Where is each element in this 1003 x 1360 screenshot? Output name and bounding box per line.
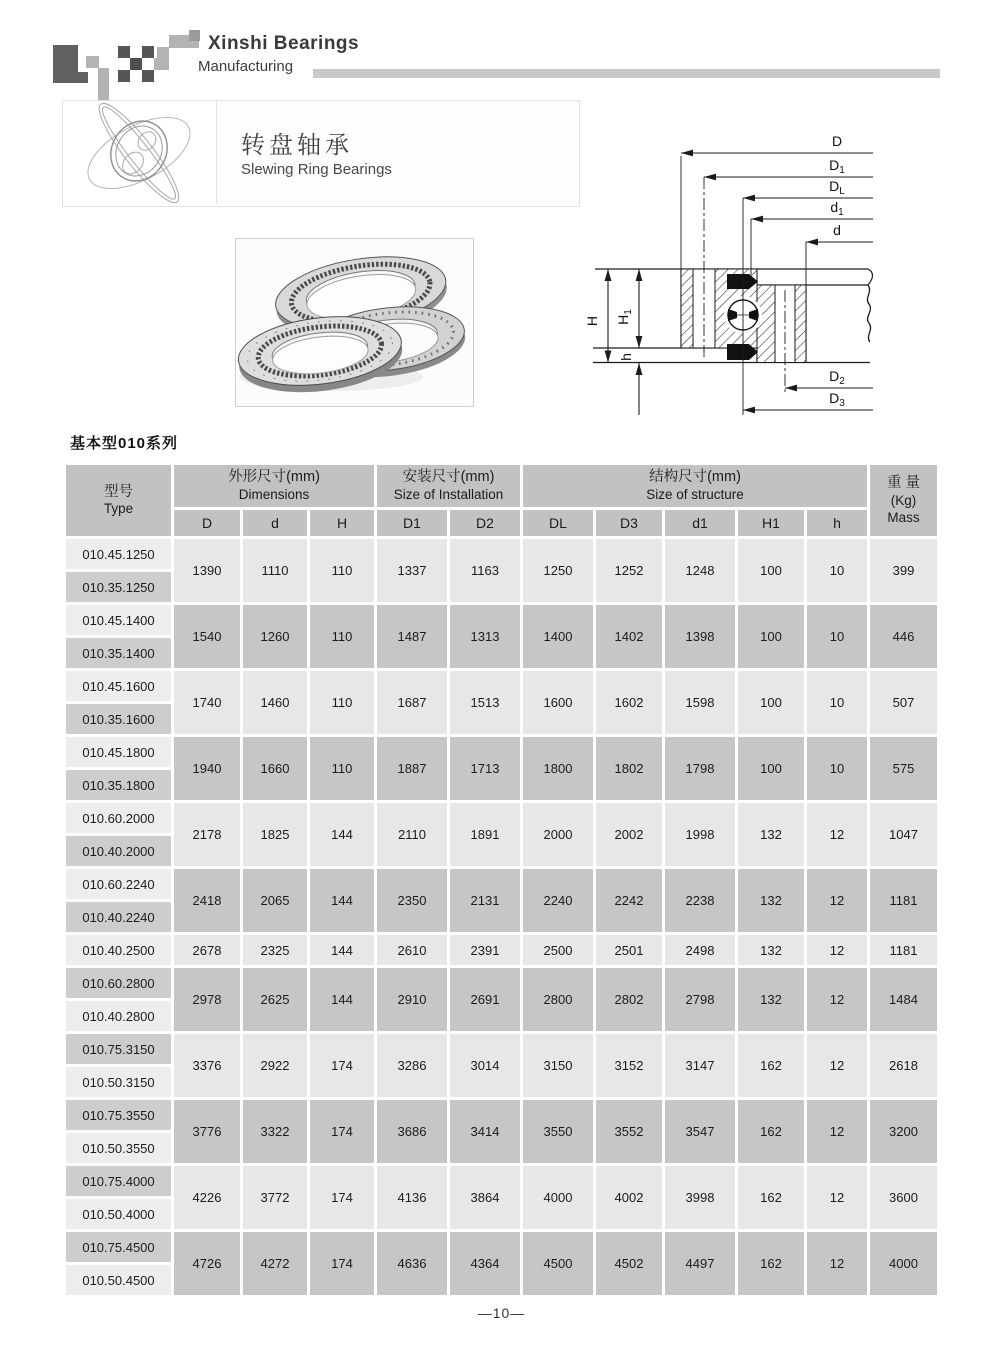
value-cell: 12	[807, 1034, 867, 1097]
col-header-H1: H1	[738, 510, 804, 536]
value-cell: 4502	[596, 1232, 662, 1295]
value-cell: 1998	[665, 803, 735, 866]
value-cell: 100	[738, 605, 804, 668]
value-cell: 2418	[174, 869, 240, 932]
value-cell: 12	[807, 935, 867, 965]
col-header-mass: 重 量 (Kg) Mass	[870, 465, 937, 536]
value-cell: 4497	[665, 1232, 735, 1295]
table-row	[66, 539, 937, 569]
value-cell: 3147	[665, 1034, 735, 1097]
value-cell: 12	[807, 968, 867, 1031]
value-cell: 110	[310, 605, 374, 668]
company-name: Xinshi Bearings	[208, 33, 360, 54]
value-cell: 1598	[665, 671, 735, 734]
value-cell: 4726	[174, 1232, 240, 1295]
value-cell: 2238	[665, 869, 735, 932]
value-cell: 1181	[870, 935, 937, 965]
value-cell: 1181	[870, 869, 937, 932]
value-cell: 1163	[450, 539, 520, 602]
value-cell: 1891	[450, 803, 520, 866]
value-cell: 399	[870, 539, 937, 602]
value-cell: 1513	[450, 671, 520, 734]
dim-label-D2: $D_2$	[829, 368, 845, 387]
table-row	[66, 935, 937, 965]
value-cell: 10	[807, 737, 867, 800]
type-cell: 010.60.2800	[66, 968, 171, 998]
value-cell: 4000	[870, 1232, 937, 1295]
value-cell: 1540	[174, 605, 240, 668]
value-cell: 2242	[596, 869, 662, 932]
dim-label-H: H	[584, 315, 600, 327]
value-cell: 144	[310, 869, 374, 932]
value-cell: 10	[807, 539, 867, 602]
col-group-dimensions: 外形尺寸(mm) Dimensions	[174, 465, 374, 507]
value-cell: 1660	[243, 737, 307, 800]
value-cell: 174	[310, 1232, 374, 1295]
value-cell: 1940	[174, 737, 240, 800]
col-header-D: D	[174, 510, 240, 536]
value-cell: 100	[738, 737, 804, 800]
value-cell: 162	[738, 1100, 804, 1163]
value-cell: 3550	[523, 1100, 593, 1163]
table-row	[66, 737, 937, 767]
value-cell: 1313	[450, 605, 520, 668]
type-cell: 010.75.4000	[66, 1166, 171, 1196]
value-cell: 2350	[377, 869, 447, 932]
type-cell: 010.50.3550	[66, 1133, 171, 1163]
value-cell: 4136	[377, 1166, 447, 1229]
col-header-D2: D2	[450, 510, 520, 536]
dim-label-d1: $d_1$	[830, 199, 844, 218]
technical-diagram	[575, 125, 990, 425]
value-cell: 3864	[450, 1166, 520, 1229]
product-sketch-box	[63, 101, 217, 204]
value-cell: 2325	[243, 935, 307, 965]
type-cell: 010.75.3550	[66, 1100, 171, 1130]
type-cell: 010.45.1250	[66, 539, 171, 569]
value-cell: 1740	[174, 671, 240, 734]
value-cell: 1110	[243, 539, 307, 602]
dim-label-D3: $D_3$	[829, 390, 845, 409]
table-row	[66, 1100, 937, 1130]
value-cell: 1602	[596, 671, 662, 734]
value-cell: 4226	[174, 1166, 240, 1229]
col-header-H: H	[310, 510, 374, 536]
value-cell: 2000	[523, 803, 593, 866]
value-cell: 3200	[870, 1100, 937, 1163]
value-cell: 1687	[377, 671, 447, 734]
type-cell: 010.40.2800	[66, 1001, 171, 1031]
section-title: 基本型010系列	[70, 435, 179, 452]
value-cell: 2910	[377, 968, 447, 1031]
value-cell: 1248	[665, 539, 735, 602]
product-title-zh: 转盘轴承	[241, 132, 353, 159]
value-cell: 1400	[523, 605, 593, 668]
table-row	[66, 1034, 937, 1064]
value-cell: 2618	[870, 1034, 937, 1097]
company-subtitle: Manufacturing	[198, 58, 294, 75]
type-cell: 010.60.2240	[66, 869, 171, 899]
value-cell: 3376	[174, 1034, 240, 1097]
spec-table	[63, 462, 940, 1298]
value-cell: 12	[807, 1100, 867, 1163]
value-cell: 132	[738, 968, 804, 1031]
value-cell: 174	[310, 1034, 374, 1097]
value-cell: 2800	[523, 968, 593, 1031]
value-cell: 2691	[450, 968, 520, 1031]
product-photo	[235, 238, 474, 407]
value-cell: 1402	[596, 605, 662, 668]
value-cell: 2240	[523, 869, 593, 932]
value-cell: 2501	[596, 935, 662, 965]
value-cell: 3686	[377, 1100, 447, 1163]
value-cell: 1800	[523, 737, 593, 800]
value-cell: 3286	[377, 1034, 447, 1097]
value-cell: 507	[870, 671, 937, 734]
type-cell: 010.75.4500	[66, 1232, 171, 1262]
value-cell: 3998	[665, 1166, 735, 1229]
dim-label-d: d	[833, 222, 841, 238]
value-cell: 4000	[523, 1166, 593, 1229]
value-cell: 4636	[377, 1232, 447, 1295]
value-cell: 1390	[174, 539, 240, 602]
value-cell: 2391	[450, 935, 520, 965]
table-row	[66, 968, 937, 998]
value-cell: 110	[310, 671, 374, 734]
value-cell: 2610	[377, 935, 447, 965]
type-cell: 010.40.2000	[66, 836, 171, 866]
value-cell: 3772	[243, 1166, 307, 1229]
value-cell: 4364	[450, 1232, 520, 1295]
value-cell: 2498	[665, 935, 735, 965]
type-cell: 010.50.4500	[66, 1265, 171, 1295]
type-cell: 010.75.3150	[66, 1034, 171, 1064]
value-cell: 3322	[243, 1100, 307, 1163]
dim-label-D1: $D_1$	[829, 157, 845, 176]
page-number: —10—	[477, 1305, 526, 1321]
value-cell: 3014	[450, 1034, 520, 1097]
type-cell: 010.40.2500	[66, 935, 171, 965]
value-cell: 2002	[596, 803, 662, 866]
col-header-D1: D1	[377, 510, 447, 536]
value-cell: 132	[738, 803, 804, 866]
value-cell: 3552	[596, 1100, 662, 1163]
value-cell: 162	[738, 1232, 804, 1295]
value-cell: 12	[807, 869, 867, 932]
value-cell: 446	[870, 605, 937, 668]
value-cell: 132	[738, 869, 804, 932]
value-cell: 174	[310, 1100, 374, 1163]
value-cell: 144	[310, 935, 374, 965]
col-group-installation: 安装尺寸(mm) Size of Installation	[377, 465, 520, 507]
value-cell: 575	[870, 737, 937, 800]
value-cell: 162	[738, 1166, 804, 1229]
value-cell: 132	[738, 935, 804, 965]
value-cell: 2500	[523, 935, 593, 965]
table-row	[66, 671, 937, 701]
value-cell: 2131	[450, 869, 520, 932]
type-cell: 010.35.1400	[66, 638, 171, 668]
value-cell: 2065	[243, 869, 307, 932]
type-cell: 010.45.1400	[66, 605, 171, 635]
value-cell: 2798	[665, 968, 735, 1031]
type-cell: 010.35.1250	[66, 572, 171, 602]
value-cell: 1250	[523, 539, 593, 602]
type-cell: 010.45.1800	[66, 737, 171, 767]
table-row	[66, 803, 937, 833]
value-cell: 1798	[665, 737, 735, 800]
value-cell: 10	[807, 605, 867, 668]
value-cell: 12	[807, 1166, 867, 1229]
dim-label-H1: $H_1$	[615, 309, 634, 325]
spec-table-wrap	[63, 462, 940, 1298]
value-cell: 4002	[596, 1166, 662, 1229]
value-cell: 2802	[596, 968, 662, 1031]
value-cell: 1487	[377, 605, 447, 668]
value-cell: 3414	[450, 1100, 520, 1163]
value-cell: 100	[738, 671, 804, 734]
value-cell: 2625	[243, 968, 307, 1031]
value-cell: 1337	[377, 539, 447, 602]
col-header-D3: D3	[596, 510, 662, 536]
value-cell: 174	[310, 1166, 374, 1229]
value-cell: 3776	[174, 1100, 240, 1163]
value-cell: 12	[807, 803, 867, 866]
product-title-en: Slewing Ring Bearings	[241, 161, 392, 178]
value-cell: 1600	[523, 671, 593, 734]
value-cell: 1460	[243, 671, 307, 734]
type-cell: 010.40.2240	[66, 902, 171, 932]
value-cell: 144	[310, 803, 374, 866]
product-banner	[62, 100, 580, 207]
col-header-d: d	[243, 510, 307, 536]
value-cell: 1713	[450, 737, 520, 800]
table-row	[66, 869, 937, 899]
type-cell: 010.35.1800	[66, 770, 171, 800]
col-header-DL: DL	[523, 510, 593, 536]
type-cell: 010.45.1600	[66, 671, 171, 701]
value-cell: 1825	[243, 803, 307, 866]
col-header-d1: d1	[665, 510, 735, 536]
value-cell: 2110	[377, 803, 447, 866]
company-logo	[52, 28, 202, 106]
header-divider-bar	[313, 69, 940, 78]
value-cell: 1398	[665, 605, 735, 668]
bearing-photo-image	[236, 239, 471, 404]
value-cell: 2922	[243, 1034, 307, 1097]
value-cell: 110	[310, 737, 374, 800]
value-cell: 1252	[596, 539, 662, 602]
type-cell: 010.60.2000	[66, 803, 171, 833]
value-cell: 2178	[174, 803, 240, 866]
value-cell: 10	[807, 671, 867, 734]
value-cell: 162	[738, 1034, 804, 1097]
col-header-type: 型号 Type	[66, 465, 171, 536]
col-header-h: h	[807, 510, 867, 536]
value-cell: 3600	[870, 1166, 937, 1229]
value-cell: 2978	[174, 968, 240, 1031]
dim-label-D: D	[831, 133, 843, 149]
value-cell: 12	[807, 1232, 867, 1295]
value-cell: 1484	[870, 968, 937, 1031]
bearing-wireframe-icon	[63, 101, 216, 204]
value-cell: 1887	[377, 737, 447, 800]
value-cell: 144	[310, 968, 374, 1031]
table-row	[66, 1232, 937, 1262]
value-cell: 1802	[596, 737, 662, 800]
value-cell: 100	[738, 539, 804, 602]
type-cell: 010.50.4000	[66, 1199, 171, 1229]
value-cell: 3547	[665, 1100, 735, 1163]
value-cell: 2678	[174, 935, 240, 965]
value-cell: 110	[310, 539, 374, 602]
table-row	[66, 605, 937, 635]
dim-label-h: h	[618, 353, 634, 361]
col-group-structure: 结构尺寸(mm) Size of structure	[523, 465, 867, 507]
table-row	[66, 1166, 937, 1196]
value-cell: 1260	[243, 605, 307, 668]
type-cell: 010.50.3150	[66, 1067, 171, 1097]
value-cell: 3150	[523, 1034, 593, 1097]
type-cell: 010.35.1600	[66, 704, 171, 734]
value-cell: 4272	[243, 1232, 307, 1295]
value-cell: 3152	[596, 1034, 662, 1097]
value-cell: 4500	[523, 1232, 593, 1295]
dim-label-DL: $D_L$	[829, 178, 845, 197]
value-cell: 1047	[870, 803, 937, 866]
